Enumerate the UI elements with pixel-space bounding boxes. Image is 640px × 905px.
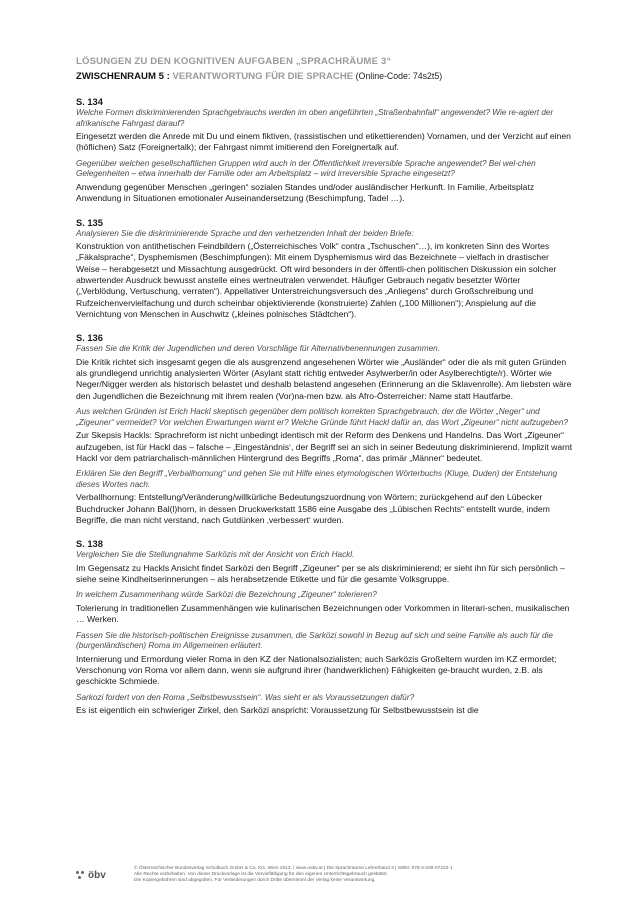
- section-page-heading: S. 134: [76, 97, 103, 107]
- subtitle-rest: VERANTWORTUNG FÜR DIE SPRACHE: [169, 71, 354, 82]
- logo-text: öbv: [88, 870, 106, 881]
- footer-line-2: Alle Rechte vorbehalten. Von dieser Druckvorlage ist die Vervielfältigung für den eigenen Unterrichtsgebrauch gestattet.: [134, 872, 388, 878]
- publisher-logo: [76, 870, 106, 881]
- task-answer: Konstruktion von antithetischen Feindbildern („Österreichisches Volk“ contra „Tschuschen“…), im konkreten Sinn des Wortes „Fäkalsprache“, Dysphemismen (Beschimpfungen): Mit einem Dysphemismus wird das Bezeichnete – vielfach in drastischer Weise – herabgesetzt und Missachtung ausgedrückt. Oft wird besonders in der öffentli-chen politischen Diskussion ein solcher abwertender Ausdruck bewusst anstelle eines wertneutralen verwendet. Häufiger Gebrauch negativ besetzter Wörter („Verblödung, Vertuschung, verraten“). Appellativer Unterstreichungsversuch des „Anliegens“ durch Großschreibung und Rufzeichenvervielfachung und durch scheinbar objektivierende (konstruierte) Zahlen („100 Millionen“); Anspielung auf die Vernichtung von Menschen in Auschwitz („kleines polnisches Städtchen“).: [76, 241, 557, 319]
- footer-copyright: [134, 866, 564, 885]
- task-question: In welchem Zusammenhang würde Sarközi die Bezeichnung „Zigeuner“ tolerieren?: [76, 590, 377, 600]
- task-answer: Es ist eigentlich ein schwieriger Zirkel, den Sarközi anspricht: Voraussetzung für Selbstbewusstsein ist die: [76, 705, 479, 716]
- logo-dots-icon: [76, 871, 86, 881]
- task-question: Fassen Sie die Kritik der Jugendlichen und deren Vorschläge für Alternativbenennungen zusammen.: [76, 344, 440, 354]
- section-block: [76, 97, 574, 205]
- document-subtitle: [76, 70, 574, 83]
- task-question: Vergleichen Sie die Stellungnahme Sarközis mit der Ansicht von Erich Hackl.: [76, 550, 355, 560]
- task-answer: Verballhornung: Entstellung/Veränderung/willkürliche Bedeutungszuordnung von Wörtern; zurückgehend auf den Lübecker Buchdrucker Johann Bal(l)horn, in dessen Druckwerkstatt 1586 eine Ausgabe des „Lübischen Rechts“ entstellt wurde, indem Begriffe, die man nicht verstand, nach Gutdünken ‚verbessert‘ wurden.: [76, 492, 550, 525]
- task-answer: Die Kritik richtet sich insgesamt gegen die als ausgrenzend angesehenen Wörter wie „Ausländer“ oder die als mit guten Gründen als grundlegend unrichtig analysierten Wörter (Asylant statt richtig entweder Asylwerber/in oder Asylberechtigte/r). Wörter wie Neger/Nigger werden als historisch belastet und deshalb belastend angesehen (Erinnerung an die Sklavenrolle). Am liebsten wäre den Jugendlichen die Bezeichnung mit ihrem realen (Vor)na-men bzw. als Afro-Österreicher: Name statt Hautfarbe.: [76, 356, 572, 401]
- section-block: [76, 218, 574, 321]
- task-question: Sarkozi fordert von den Roma „Selbstbewusstsein“. Was sieht er als Voraussetzungen dafür?: [76, 692, 415, 702]
- section-block: [76, 539, 574, 716]
- task-answer: Im Gegensatz zu Hackls Ansicht findet Sarközi den Begriff „Zigeuner“ per se als diskriminierend; er sieht ihn für sich persönlich – siehe seine Kindheitserinnerungen – als herabsetzende Etikette und für die gesamte Volksgruppe.: [76, 562, 565, 585]
- online-code: (Online-Code: 74s2t5): [353, 71, 443, 81]
- task-answer: Tolerierung in traditionellen Zusammenhängen wie kulinarischen Bezeichnungen oder Vorkommen in literari-schen, musikalischen … Werken.: [76, 602, 570, 625]
- task-question: Gegenüber welchen gesellschaftlichen Gruppen wird auch in der Öffentlichkeit irreversible Sprache angewendet? Bei wel-chen Gelegenheiten – etwa innerhalb der Familie oder am Arbeitsplatz – wird irreversible Sprache eingesetzt?: [76, 158, 536, 179]
- footer-line-3: Die Kopiergebühren sind abgegolten. Für Veränderungen durch Dritte übernimmt der Verlag keine Verantwortung.: [134, 878, 376, 884]
- subtitle-lead: ZWISCHENRAUM 5 :: [76, 71, 170, 82]
- document-page: [76, 56, 574, 717]
- section-page-heading: S. 138: [76, 539, 103, 550]
- section-page-heading: S. 136: [76, 333, 103, 344]
- task-answer: Anwendung gegenüber Menschen „geringen“ sozialen Standes und/oder ausländischer Herkunft. In Familie, Arbeitsplatz Anwendung in Situationen emotionaler Auseinandersetzung (Beschimpfung, Tadel …).: [76, 181, 535, 204]
- task-answer: Zur Skepsis Hackls: Sprachreform ist nicht unbedingt identisch mit der Reform des Denkens und Handelns. Das Wort „Zigeuner“ aufzugeben, ist für Hackl das – falsche – ‚Eingeständnis‘, der Begriff sei an sich in seiner Bedeutung diskriminierend. Implizit warnt Hackl vor dem patriarchalisch-männlichen Hintergrund des Begriffs „Roma“, das primär „Männer“ bedeutet.: [76, 430, 573, 463]
- task-question: Fassen Sie die historisch-politischen Ereignisse zusammen, die Sarközi sowohl in Bezug auf sich und seine Familie als auch für die (burgenländischen) Roma im Allgemeinen erläutert.: [76, 630, 553, 651]
- task-answer: Internierung und Ermordung vieler Roma in den KZ der Nationalsozialisten; auch Sarközis Großeltern wurden im KZ ermordet; Verschonung von Roma vor allem dann, wenn sie aufgrund ihrer (handwerklichen) Fähigkeiten ge-braucht wurden, z.B. als geschickte Schmiede.: [76, 653, 557, 687]
- task-question: Aus welchen Gründen ist Erich Hackl skeptisch gegenüber dem politisch korrekten Sprachgebrauch, der die Wörter „Neger“ und „Zigeuner“ vermeidet? Vor welchen Erwartungen warnt er? Welche Gründe führt Hackl dafür an, das Wort „Zigeuner“ nicht aufzugeben?: [76, 407, 568, 427]
- task-question: Welche Formen diskriminierenden Sprachgebrauchs werden im oben angeführten „Straßenbahnfall“ angewendet? Wie re-agiert der afrikanische Fahrgast darauf?: [76, 108, 554, 128]
- section-block: [76, 333, 574, 526]
- sections-container: [76, 97, 574, 717]
- footer-line-1: © Österreichischer Bundesverlag Schulbuch GmbH & Co. KG, Wien 2013. | www.oebv.at | Die Sprachräume Lehrerband 3 | ISBN: 978-3-209-07222-1: [134, 866, 453, 871]
- task-answer: Eingesetzt werden die Anrede mit Du und einem fiktiven, (rassistischen und etikettierenden) Vornamen, und der Verzicht auf einen (höflichen) Satz (Foreignertalk); der Fahrgast nimmt imitierend den Foreignertalk auf.: [76, 131, 571, 153]
- task-question: Erklären Sie den Begriff „Verballhornung“ und gehen Sie mit Hilfe eines etymologischen Wörterbuchs (Kluge, Duden) der Entstehung dieses Wortes nach.: [76, 469, 558, 489]
- task-question: Analysieren Sie die diskriminierende Sprache und den verhetzenden Inhalt der beiden Briefe:: [76, 228, 414, 238]
- section-page-heading: S. 135: [76, 217, 103, 228]
- document-title: LÖSUNGEN ZU DEN KOGNITIVEN AUFGABEN „SPRACHRÄUME 3“: [76, 56, 392, 67]
